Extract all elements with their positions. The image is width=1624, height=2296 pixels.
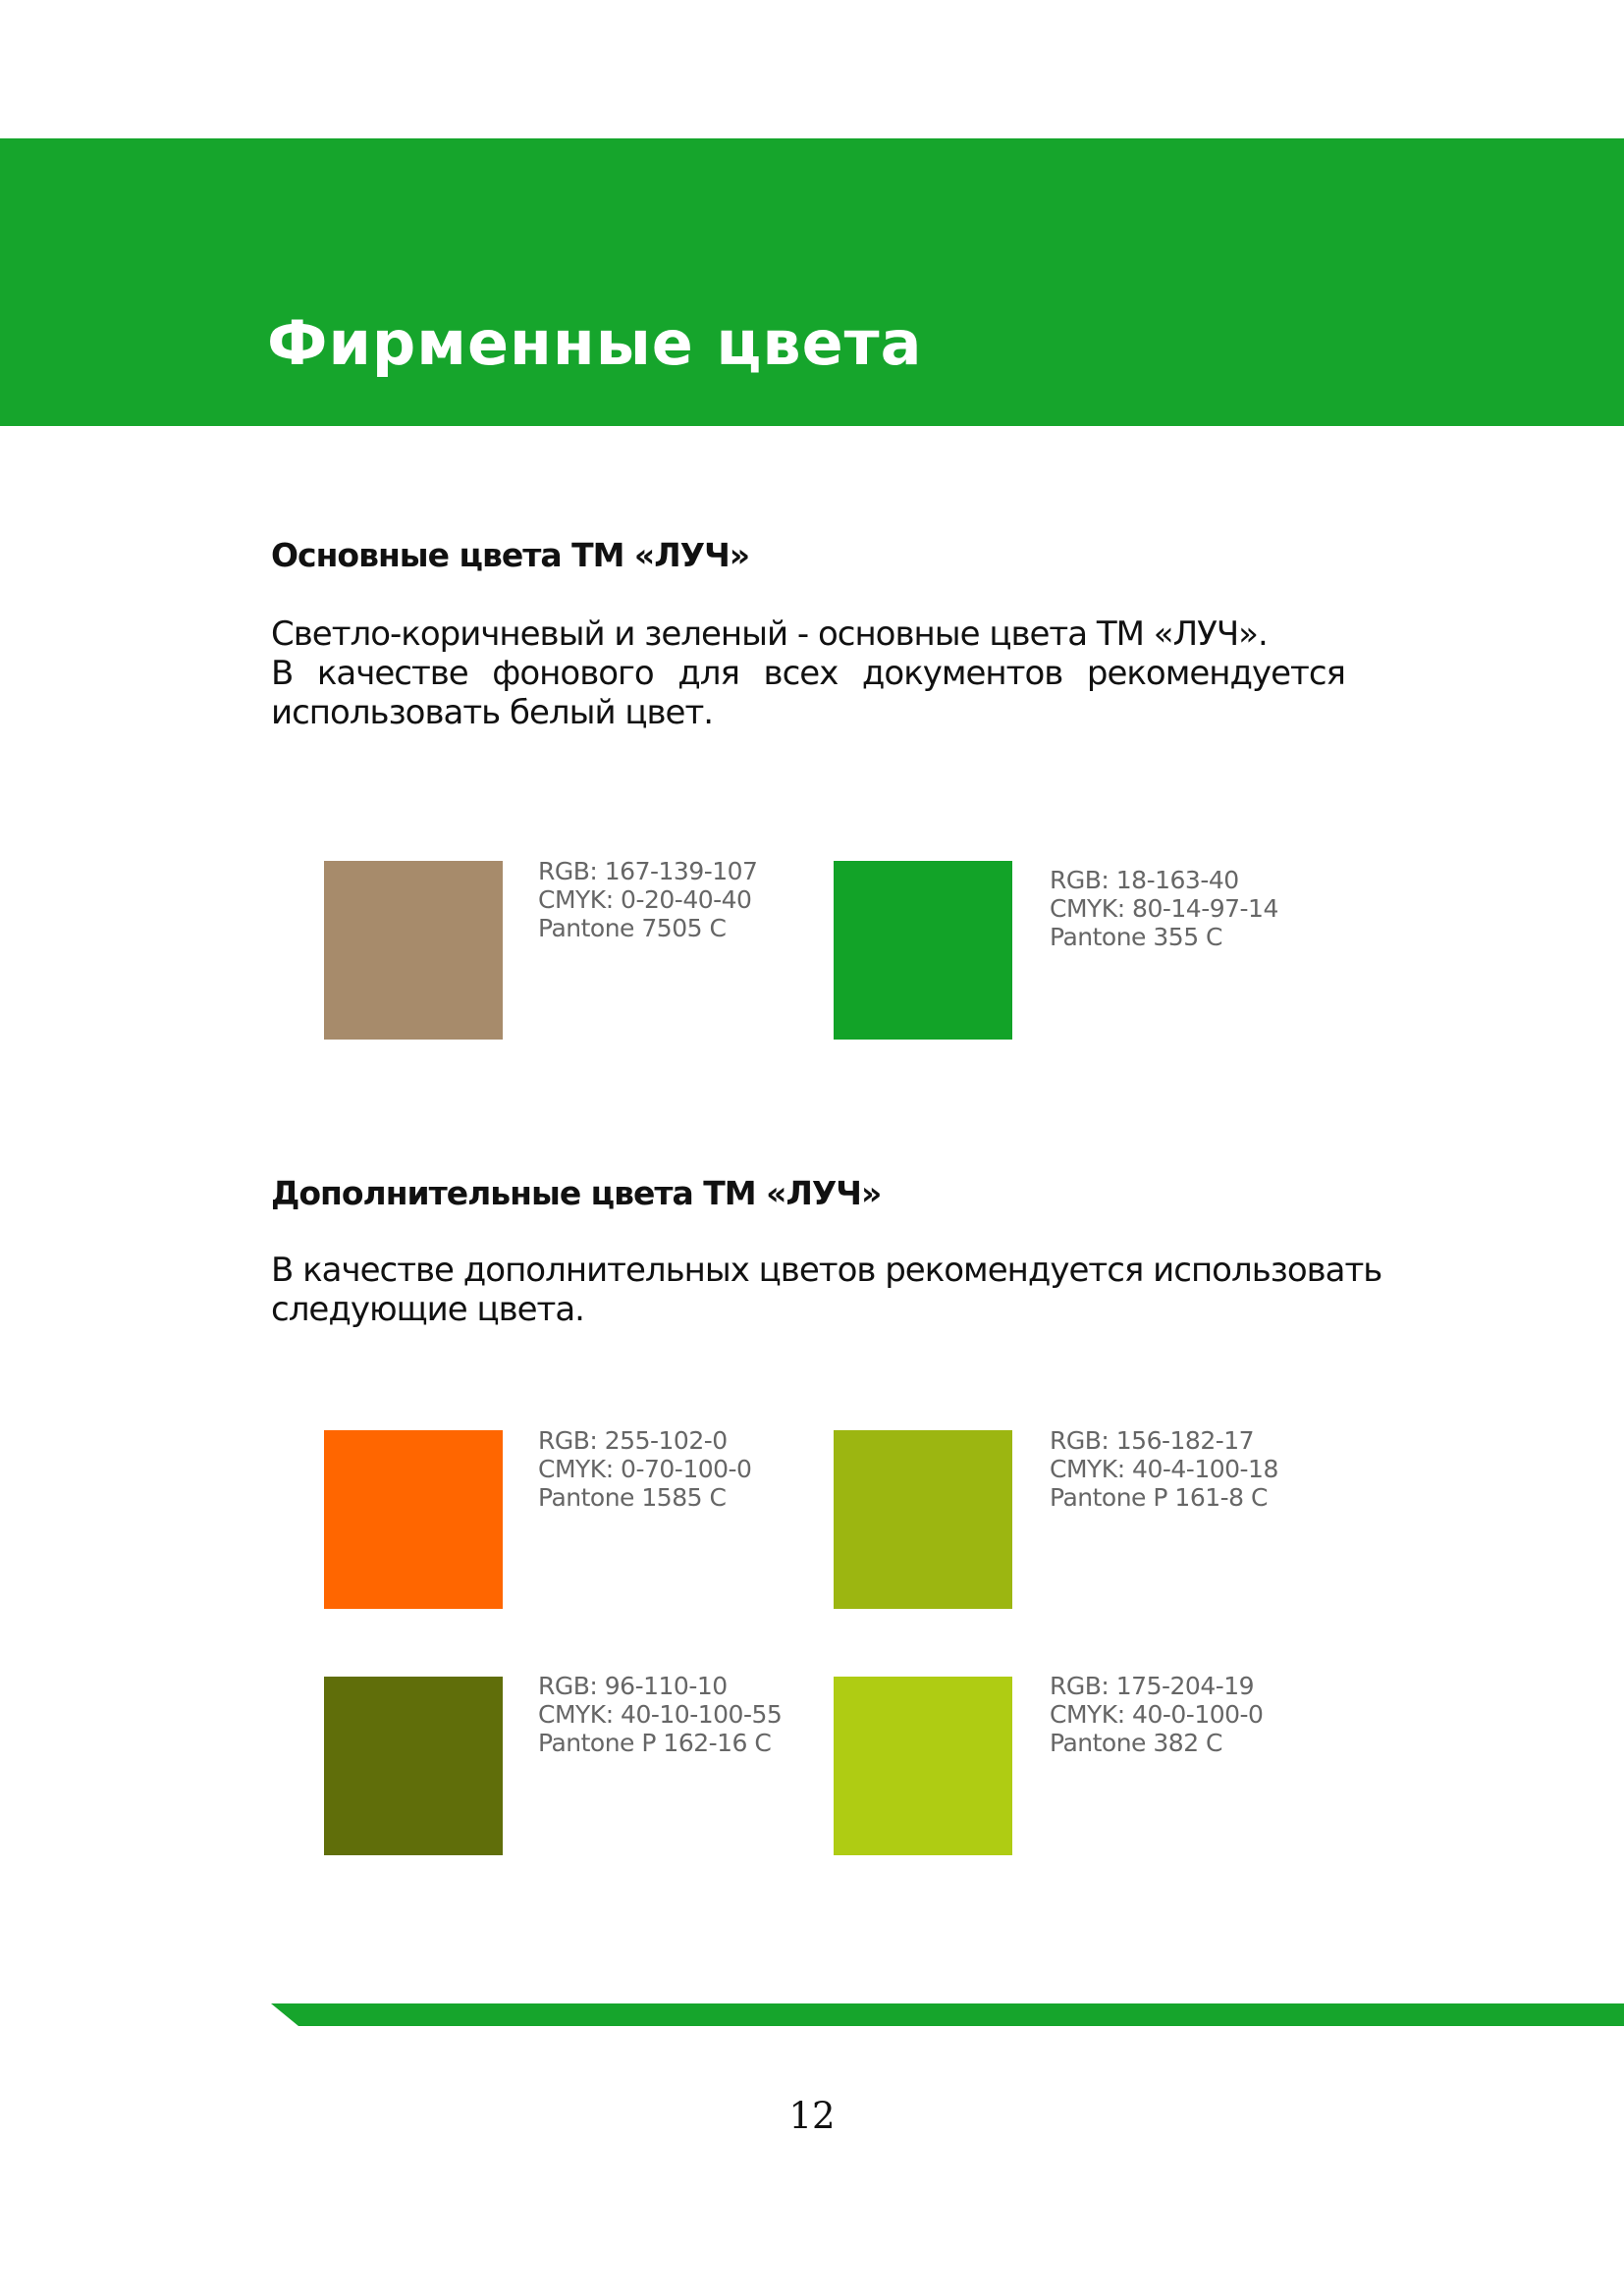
- color-spec-rgb: RGB: 255-102-0: [538, 1426, 728, 1455]
- color-spec-light-brown: [538, 857, 757, 942]
- color-spec-pantone: Pantone P 161-8 C: [1050, 1483, 1268, 1512]
- color-swatch-light-brown: [324, 861, 503, 1040]
- footer-bar: [271, 2003, 1624, 2026]
- additional-colors-description: [271, 1251, 1382, 1329]
- color-spec-pantone: Pantone P 162-16 C: [538, 1729, 772, 1757]
- color-swatch-green: [834, 861, 1012, 1040]
- main-colors-text-line: В качестве фонового для всех документов рекомендуется: [271, 654, 1345, 693]
- color-swatch-orange: [324, 1430, 503, 1609]
- color-spec-green: [1050, 866, 1278, 951]
- color-spec-cmyk: CMYK: 80-14-97-14: [1050, 894, 1278, 923]
- page-number: 12: [788, 2095, 836, 2137]
- color-spec-pantone: Pantone 355 C: [1050, 923, 1223, 951]
- color-spec-pantone: Pantone 1585 C: [538, 1483, 727, 1512]
- additional-colors-text-line: В качестве дополнительных цветов рекомендуется использовать: [271, 1251, 1382, 1290]
- main-colors-description: [271, 614, 1345, 732]
- color-swatch-dark-olive: [324, 1677, 503, 1855]
- color-spec-rgb: RGB: 18-163-40: [1050, 866, 1239, 894]
- footer-bar-shape: [271, 2003, 1624, 2026]
- header-band: [0, 138, 1624, 426]
- color-spec-rgb: RGB: 156-182-17: [1050, 1426, 1255, 1455]
- color-spec-lime: [1050, 1672, 1263, 1757]
- color-spec-orange: [538, 1426, 751, 1512]
- additional-colors-text-line: следующие цвета.: [271, 1290, 584, 1329]
- color-spec-rgb: RGB: 175-204-19: [1050, 1672, 1255, 1700]
- color-spec-dark-olive: [538, 1672, 782, 1757]
- main-colors-text-line: использовать белый цвет.: [271, 693, 714, 732]
- color-swatch-lime: [834, 1677, 1012, 1855]
- color-spec-cmyk: CMYK: 40-0-100-0: [1050, 1700, 1264, 1729]
- color-spec-cmyk: CMYK: 0-20-40-40: [538, 885, 752, 914]
- page-title: Фирменные цвета: [267, 307, 923, 379]
- color-spec-cmyk: CMYK: 40-10-100-55: [538, 1700, 783, 1729]
- color-spec-pantone: Pantone 382 C: [1050, 1729, 1223, 1757]
- color-spec-cmyk: CMYK: 40-4-100-18: [1050, 1455, 1278, 1483]
- color-spec-cmyk: CMYK: 0-70-100-0: [538, 1455, 752, 1483]
- main-colors-text-line: Светло-коричневый и зеленый - основные цвета ТМ «ЛУЧ».: [271, 614, 1268, 654]
- color-swatch-olive: [834, 1430, 1012, 1609]
- color-spec-olive: [1050, 1426, 1278, 1512]
- additional-colors-heading: Дополнительные цвета ТМ «ЛУЧ»: [271, 1174, 882, 1212]
- main-colors-heading: Основные цвета ТМ «ЛУЧ»: [271, 536, 750, 574]
- color-spec-pantone: Pantone 7505 C: [538, 914, 727, 942]
- color-spec-rgb: RGB: 167-139-107: [538, 857, 758, 885]
- color-spec-rgb: RGB: 96-110-10: [538, 1672, 728, 1700]
